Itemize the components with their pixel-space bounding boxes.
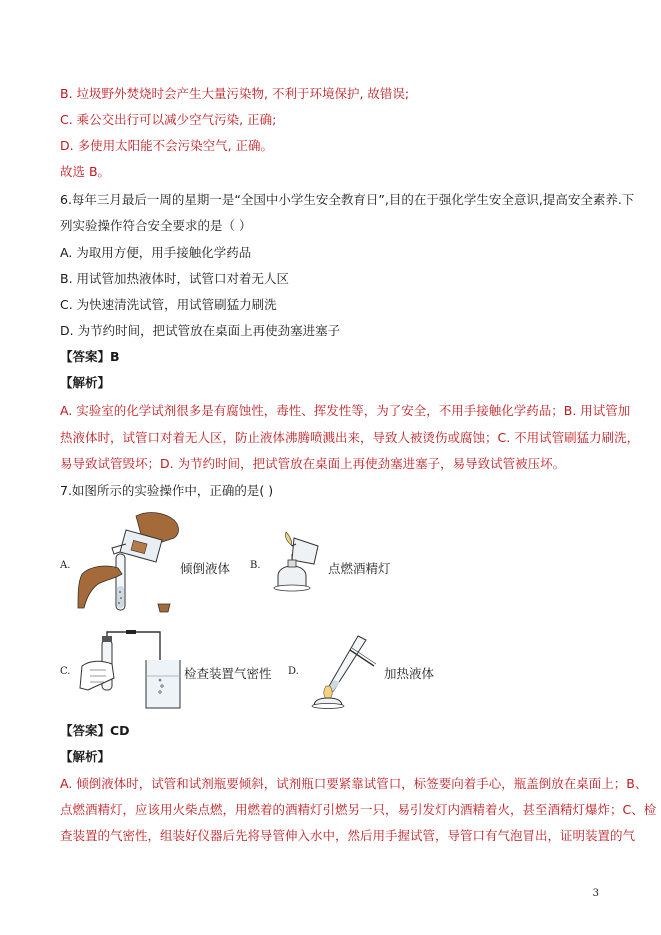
figure-d-label: D. bbox=[288, 666, 299, 677]
q7-answer: 【答案】CD bbox=[60, 723, 130, 738]
q6-option-c: C. 为快速清洗试管，用试管刷猛力刷洗 bbox=[60, 297, 277, 312]
q6-stem-line2: 列实验操作符合安全要求的是（ ） bbox=[60, 218, 252, 233]
prev-option-d: D. 多使用太阳能不会污染空气, 正确。 bbox=[60, 138, 274, 153]
figure-b-caption: 点燃酒精灯 bbox=[328, 561, 391, 576]
q6-analysis-line3: 易导致试管毁坏；D. 为节约时间，把试管放在桌面上再使劲塞进塞子，易导致试管被压坏。 bbox=[60, 456, 566, 471]
figure-c-airtightness bbox=[76, 630, 186, 712]
q7-stem: 7.如图所示的实验操作中，正确的是( ) bbox=[60, 483, 274, 498]
page-number: 3 bbox=[592, 888, 599, 899]
figure-a-pouring-liquid bbox=[76, 508, 186, 618]
q6-analysis-line2: 热液体时，试管口对着无人区，防止液体沸腾喷溅出来，导致人被烫伤或腐蚀；C. 不用试管刷猛力刷洗， bbox=[60, 430, 640, 445]
figure-b-lighting-lamp bbox=[264, 530, 330, 600]
q7-analysis-line2: 点燃酒精灯，应该用火柴点燃，用燃着的酒精灯引燃另一只，易引发灯内酒精着火，甚至酒精灯爆炸；C、检 bbox=[60, 802, 657, 817]
prev-option-b: B. 垃圾野外焚烧时会产生大量污染物, 不利于环境保护, 故错误; bbox=[60, 86, 410, 101]
q6-analysis-label: 【解析】 bbox=[60, 375, 111, 390]
q6-stem-line1: 6.每年三月最后一周的星期一是“全国中小学生安全教育日”,目的在于强化学生安全意识,提高安全素养.下 bbox=[60, 192, 635, 207]
figure-d-heating-liquid bbox=[304, 630, 384, 710]
q6-option-a: A. 为取用方便，用手接触化学药品 bbox=[60, 245, 252, 260]
q6-option-b: B. 用试管加热液体时，试管口对着无人区 bbox=[60, 271, 290, 286]
figure-b-label: B. bbox=[250, 560, 261, 571]
q6-option-d: D. 为节约时间，把试管放在桌面上再使劲塞进塞子 bbox=[60, 323, 341, 338]
figure-c-label: C. bbox=[60, 666, 71, 677]
prev-option-c: C. 乘公交出行可以减少空气污染, 正确; bbox=[60, 112, 277, 127]
figure-c-caption: 检查装置气密性 bbox=[184, 666, 272, 681]
q6-analysis-line1: A. 实验室的化学试剂很多是有腐蚀性，毒性、挥发性等，为了安全，不用手接触化学药品；B. 用试管加 bbox=[60, 403, 631, 418]
q7-analysis-line3: 查装置的气密性，组装好仪器后先将导管伸入水中，然后用手握试管，导管口有气泡冒出，证明装置的气 bbox=[60, 828, 636, 843]
q6-answer: 【答案】B bbox=[60, 349, 120, 364]
prev-choice: 故选 B。 bbox=[60, 164, 111, 179]
figure-a-caption: 倾倒液体 bbox=[180, 561, 231, 576]
q7-analysis-line1: A. 倾倒液体时，试管和试剂瓶要倾斜，试剂瓶口要紧靠试管口，标签要向着手心，瓶盖倒放在桌面上；B、 bbox=[60, 776, 648, 791]
figure-a-label: A. bbox=[60, 560, 71, 571]
figure-d-caption: 加热液体 bbox=[384, 666, 435, 681]
q7-analysis-label: 【解析】 bbox=[60, 749, 111, 764]
